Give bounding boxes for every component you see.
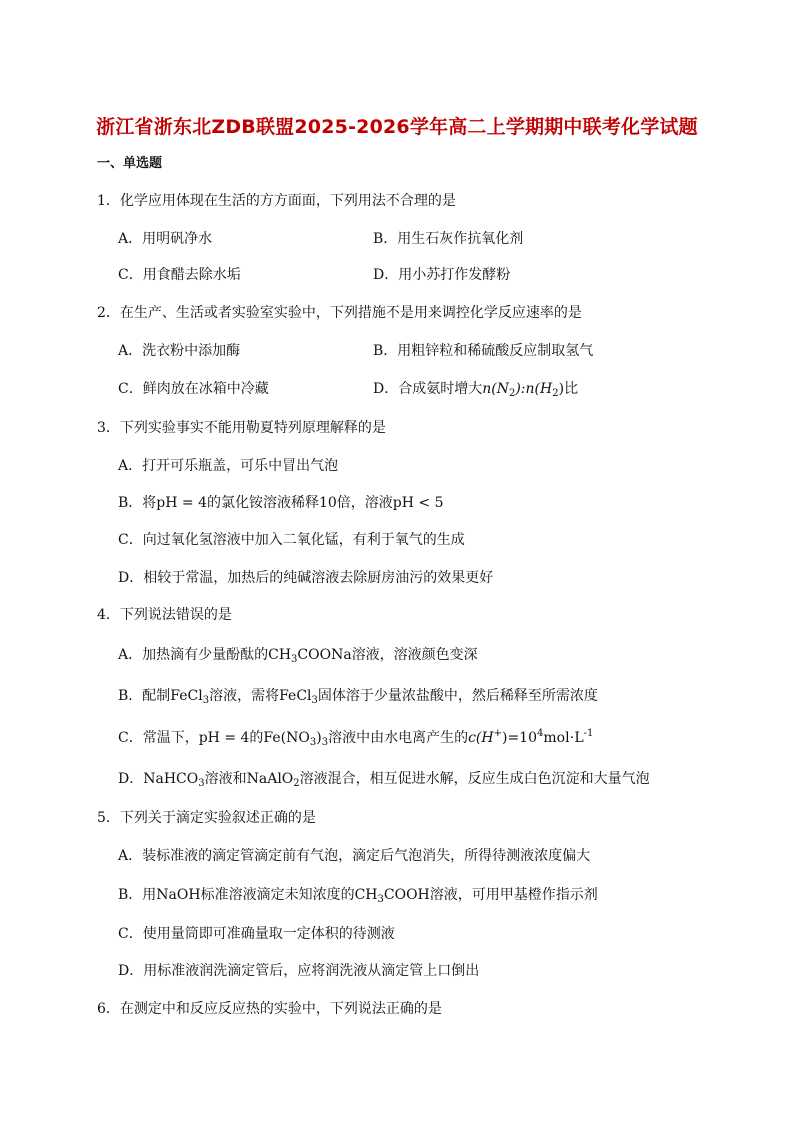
question-4-option-a [118,645,478,665]
question-3-option-b: B．将pH = 4的氯化铵溶液稀释10倍，溶液pH < 5 [118,495,444,511]
option-text: 溶液，可用甲基橙作指示剂 [429,887,598,903]
option-text: 溶液和 [204,771,247,787]
option-text: A．加热滴有少量酚酞的 [118,647,269,663]
question-2-option-b: B．用粗锌粒和稀硫酸反应制取氢气 [373,343,594,359]
question-3-option-a: A．打开可乐瓶盖，可乐中冒出气泡 [118,458,339,474]
formula: NaOH [156,887,201,903]
exam-title: 浙江省浙东北ZDB联盟2025-2026学年高二上学期期中联考化学试题 [96,116,698,138]
question-1-option-d: D．用小苏打作发酵粉 [373,267,511,283]
formula: $CH_3COOH$ [354,887,430,905]
question-2-option-d [373,379,578,399]
question-5-option-c: C．使用量筒即可准确量取一定体积的待测液 [118,926,395,942]
question-4-option-b [118,686,598,706]
formula: $c(H^+)=10^4mol\cdot L^{-1}$ [468,728,594,746]
option-text: D．合成氨时增大 [373,381,483,397]
question-1-option-b: B．用生石灰作抗氧化剂 [373,231,524,247]
question-5-option-d: D．用标准液润洗滴定管后，应将润洗液从滴定管上口倒出 [118,963,480,979]
option-text: 固体溶于少量浓盐酸中，然后稀释至所需浓度 [317,688,598,704]
option-text: 溶液，需将 [209,688,280,704]
formula: FeCl$_3$ [279,688,318,706]
question-1-option-a: A．用明矾净水 [118,231,213,247]
question-3-option-d: D．相较于常温，加热后的纯碱溶液去除厨房油污的效果更好 [118,570,494,586]
section-heading: 一、单选题 [97,156,163,171]
option-text: 溶液，溶液颜色变深 [351,647,478,663]
question-4-option-d [118,769,650,789]
option-text: 溶液混合，相互促进水解，反应生成白色沉淀和大量气泡 [299,771,650,787]
formula: $Fe(NO_3)_3$ [263,730,329,748]
formula: $n(N_2):n(H_2)$ [482,381,565,399]
question-4-stem: 4．下列说法错误的是 [97,607,232,623]
question-3-option-c: C．向过氧化氢溶液中加入二氧化锰，有利于氧气的生成 [118,532,465,548]
question-4-option-c [118,728,593,748]
option-text: C．常温下，pH = 4的 [118,730,264,746]
option-text: 溶液中由水电离产生的 [328,730,469,746]
question-3-stem: 3．下列实验事实不能用勒夏特列原理解释的是 [97,420,386,436]
option-text: 标准溶液滴定未知浓度的 [200,887,355,903]
option-text: 比 [564,381,579,397]
question-2-option-c: C．鲜肉放在冰箱中冷藏 [118,381,269,397]
formula: NaHCO$_3$ [143,771,205,789]
question-1-option-c: C．用食醋去除水垢 [118,267,241,283]
option-text: B．用 [118,887,157,903]
formula: NaAlO$_2$ [246,771,300,789]
question-5-option-a: A．装标准液的滴定管滴定前有气泡，滴定后气泡消失，所得待测液浓度偏大 [118,848,591,864]
option-text: D． [118,771,144,787]
question-2-stem: 2．在生产、生活或者实验室实验中，下列措施不是用来调控化学反应速率的是 [97,305,582,321]
question-5-stem: 5．下列关于滴定实验叙述正确的是 [97,810,316,826]
formula: $CH_3COONa$ [268,647,352,665]
question-5-option-b [118,885,598,905]
option-text: B．配制 [118,688,171,704]
formula: FeCl$_3$ [170,688,210,706]
question-6-stem: 6．在测定中和反应反应热的实验中，下列说法正确的是 [97,1001,442,1017]
question-2-option-a: A．洗衣粉中添加酶 [118,343,241,359]
question-1-stem: 1．化学应用体现在生活的方方面面，下列用法不合理的是 [97,193,456,209]
